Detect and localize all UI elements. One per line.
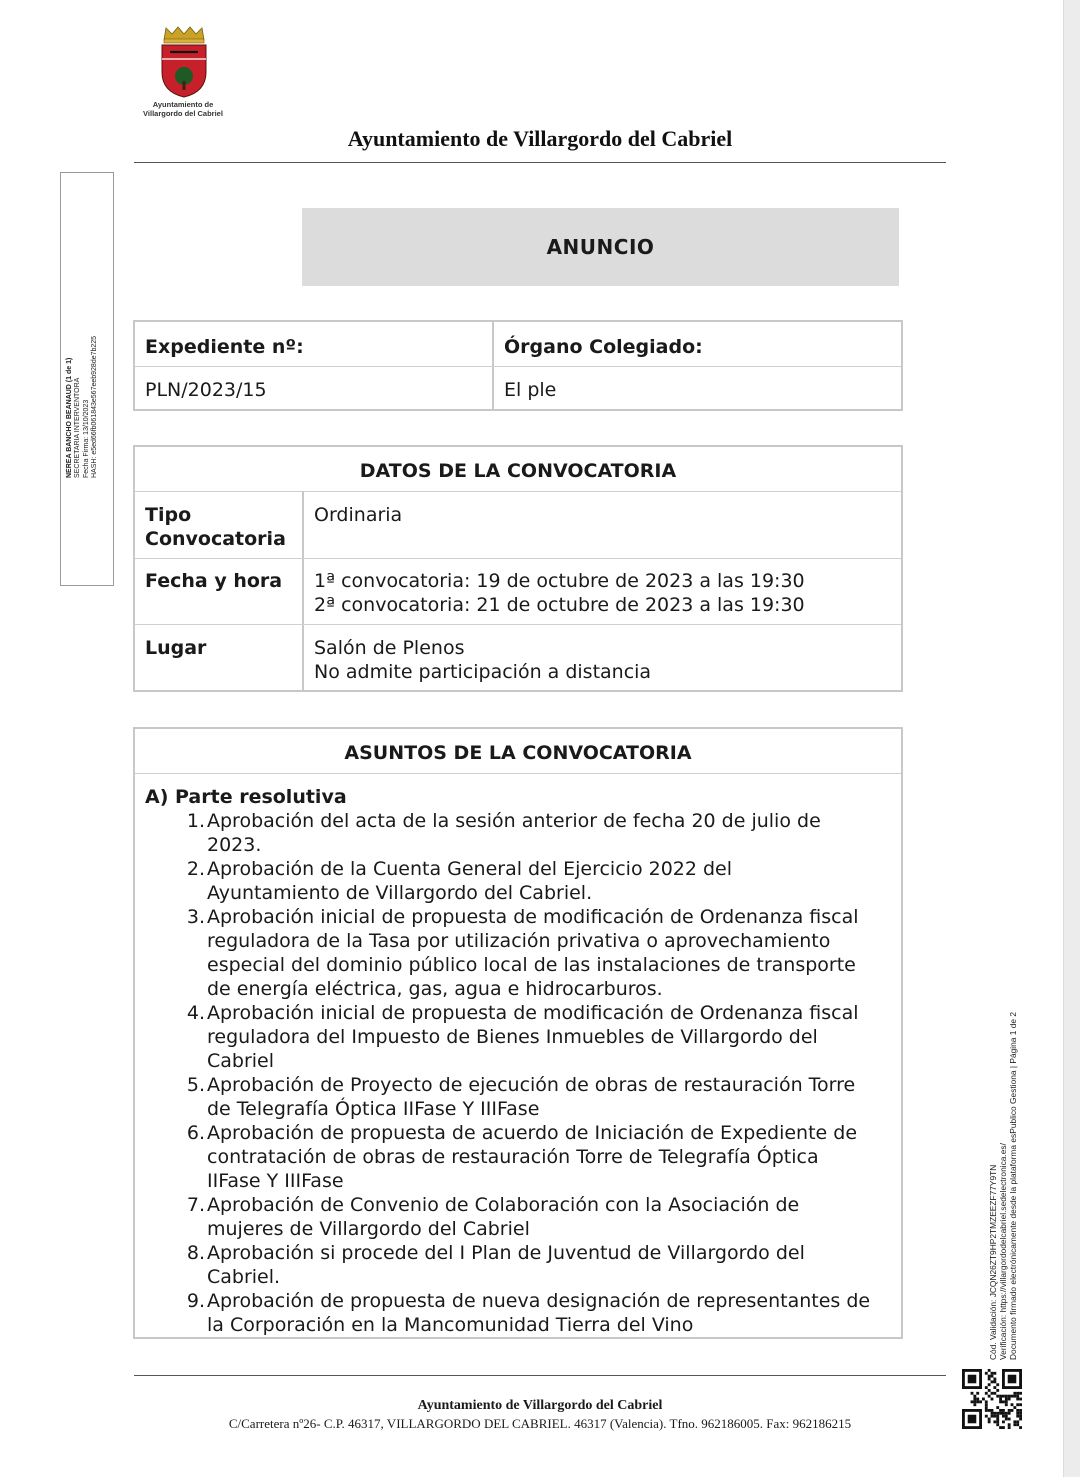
- validation-code: Cód. Validación: JCQN26ZT9HP2TMZEEZF77Y9TN: [988, 1164, 998, 1360]
- list-item-line: Aprobación del acta de la sesión anterior de fecha 20 de julio de: [207, 810, 821, 832]
- list-item-number: 5.: [186, 1074, 205, 1096]
- convocatoria-table: [133, 445, 903, 692]
- asuntos-table: [133, 727, 903, 1339]
- lugar-label: Lugar: [145, 637, 207, 659]
- table-divider: [135, 491, 901, 492]
- section-title: A) Parte resolutiva: [145, 786, 347, 808]
- anuncio-banner: ANUNCIO: [302, 208, 899, 286]
- agenda-list: [175, 809, 895, 1337]
- list-item-line: Aprobación de Convenio de Colaboración con la Asociación de: [207, 1194, 800, 1216]
- list-item-line: contratación de obras de restauración Torre de Telegrafía Óptica: [207, 1146, 819, 1168]
- validation-url: Verificación: https://villargordodelcabriel.sedelectronica.es/: [998, 1143, 1008, 1360]
- list-item: [175, 1073, 895, 1121]
- tipo-label-line2: Convocatoria: [145, 528, 286, 550]
- list-item-line: Aprobación de la Cuenta General del Ejercicio 2022 del: [207, 858, 733, 880]
- list-item-line: Aprobación inicial de propuesta de modificación de Ordenanza fiscal: [207, 1002, 859, 1024]
- list-item: [175, 1193, 895, 1241]
- signature-hash: HASH: e5ed66fb061843e567eeb928de7b225: [91, 335, 99, 478]
- tipo-value: Ordinaria: [314, 504, 403, 526]
- lugar-remote-note: No admite participación a distancia: [314, 661, 652, 683]
- signature-date: Fecha Firma: 13/10/2023: [82, 399, 90, 478]
- signature-info: [66, 278, 100, 478]
- lugar-value: [304, 636, 661, 684]
- table-divider: [135, 366, 901, 367]
- page-title: Ayuntamiento de Villargordo del Cabriel: [347, 126, 733, 151]
- signature-role: SECRETARIA INTERVENTORA: [74, 377, 82, 478]
- list-item-line: Cabriel.: [207, 1266, 281, 1288]
- list-item-number: 7.: [186, 1194, 205, 1216]
- fecha-first: 1ª convocatoria: 19 de octubre de 2023 a las 19:30: [314, 570, 805, 592]
- list-item-line: Ayuntamiento de Villargordo del Cabriel.: [207, 882, 593, 904]
- list-item: [175, 1001, 895, 1073]
- validation-platform: Documento firmado electrónicamente desde la plataforma esPublico Gestiona | Página 1 de 2: [1008, 1011, 1018, 1360]
- coat-of-arms-icon: [158, 26, 210, 98]
- list-item-line: reguladora de la Tasa por utilización privativa o aprovechamiento: [207, 930, 831, 952]
- list-item-number: 4.: [186, 1002, 205, 1024]
- list-item-line: 2023.: [207, 834, 262, 856]
- fecha-value: [304, 569, 815, 617]
- list-item-line: Aprobación de propuesta de nueva designación de representantes de: [207, 1290, 871, 1312]
- fecha-label: Fecha y hora: [145, 570, 283, 592]
- list-item-line: la Corporación en la Mancomunidad Tierra del Vino: [207, 1314, 694, 1336]
- lugar-place: Salón de Plenos: [314, 637, 465, 659]
- list-item-number: 1.: [186, 810, 205, 832]
- list-item: [175, 809, 895, 857]
- crest-caption-line2: Villargordo del Cabriel: [143, 109, 223, 118]
- table-divider: [135, 624, 901, 625]
- convocatoria-heading: DATOS DE LA CONVOCATORIA: [359, 460, 677, 482]
- organo-label: Órgano Colegiado:: [504, 336, 703, 358]
- crest-caption: [128, 100, 238, 118]
- page-edge: [1063, 0, 1080, 1477]
- expediente-value: PLN/2023/15: [145, 379, 267, 401]
- list-item-line: Cabriel: [207, 1050, 275, 1072]
- signature-signer: NEREA BANCHO BEANAUD (1 de 1): [66, 357, 73, 478]
- list-item: [175, 1121, 895, 1193]
- footer-address: C/Carretera nº26- C.P. 46317, VILLARGORDO DEL CABRIEL. 46317 (Valencia). Tfno. 962186005. Fax: 962186215: [228, 1416, 852, 1431]
- validation-info: [988, 900, 1018, 1360]
- header-divider: [134, 162, 946, 163]
- crest-caption-line1: Ayuntamiento de: [152, 100, 214, 109]
- tipo-label: [135, 503, 296, 551]
- list-item-line: de energía eléctrica, gas, agua e hidrocarburos.: [207, 978, 663, 1000]
- list-item-number: 8.: [186, 1242, 205, 1264]
- list-item: [175, 1289, 895, 1337]
- expediente-table: [133, 320, 903, 411]
- table-divider: [135, 773, 901, 774]
- organo-value: El ple: [504, 379, 557, 401]
- list-item-line: reguladora del Impuesto de Bienes Inmuebles de Villargordo del: [207, 1026, 818, 1048]
- table-divider: [135, 558, 901, 559]
- list-item-line: Aprobación inicial de propuesta de modificación de Ordenanza fiscal: [207, 906, 859, 928]
- list-item-line: especial del dominio público local de las instalaciones de transporte: [207, 954, 856, 976]
- expediente-label: Expediente nº:: [145, 336, 304, 358]
- footer-divider: [134, 1375, 946, 1376]
- list-item: [175, 905, 895, 1001]
- list-item: [175, 1241, 895, 1289]
- list-item-number: 9.: [186, 1290, 205, 1312]
- list-item-line: de Telegrafía Óptica IIFase Y IIIFase: [207, 1098, 540, 1120]
- list-item-number: 6.: [186, 1122, 205, 1144]
- list-item-number: 2.: [186, 858, 205, 880]
- list-item-line: IIFase Y IIIFase: [207, 1170, 344, 1192]
- list-item-line: Aprobación de Proyecto de ejecución de obras de restauración Torre: [207, 1074, 856, 1096]
- list-item: [175, 857, 895, 905]
- fecha-second: 2ª convocatoria: 21 de octubre de 2023 a las 19:30: [314, 594, 805, 616]
- asuntos-heading: ASUNTOS DE LA CONVOCATORIA: [344, 742, 692, 764]
- qr-code-icon: [962, 1369, 1022, 1429]
- list-item-line: mujeres de Villargordo del Cabriel: [207, 1218, 530, 1240]
- tipo-label-line1: Tipo: [145, 504, 192, 526]
- list-item-number: 3.: [186, 906, 205, 928]
- list-item-line: Aprobación de propuesta de acuerdo de Iniciación de Expediente de: [207, 1122, 858, 1144]
- list-item-line: Aprobación si procede del I Plan de Juventud de Villargordo del: [207, 1242, 805, 1264]
- footer-title: Ayuntamiento de Villargordo del Cabriel: [417, 1398, 663, 1413]
